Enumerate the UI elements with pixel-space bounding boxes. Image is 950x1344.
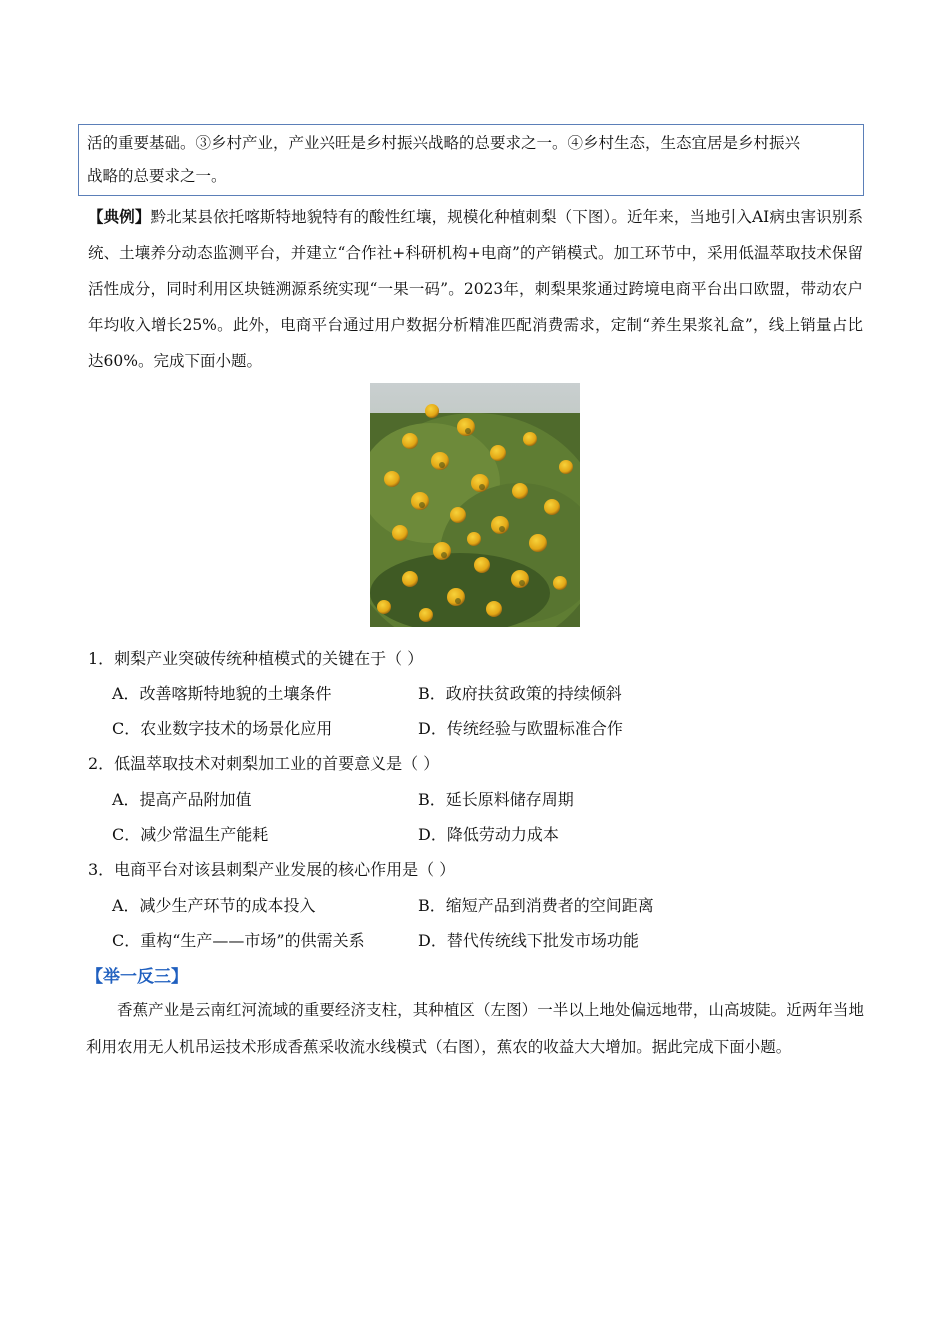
intro-line-1: 活的重要基础。③乡村产业，产业兴旺是乡村振兴战略的总要求之一。④乡村生态，生态宜居是乡村振兴 [87, 134, 801, 152]
question-1-stem: 1．刺梨产业突破传统种植模式的关键在于（ ） [88, 649, 424, 668]
question-3-stem: 3．电商平台对该县刺梨产业发展的核心作用是（ ） [88, 860, 456, 879]
example-tag: 【典例】 [88, 207, 151, 226]
example-paragraph [88, 199, 863, 379]
intro-line-2: 战略的总要求之一。 [87, 167, 227, 185]
question-1-option-d: D．传统经验与欧盟标准合作 [418, 719, 623, 738]
section-heading: 【举一反三】 [86, 967, 188, 987]
question-3-option-a: A．减少生产环节的成本投入 [112, 896, 316, 915]
question-2-stem: 2．低温萃取技术对刺梨加工业的首要意义是（ ） [88, 754, 440, 773]
example-text: 黔北某县依托喀斯特地貌特有的酸性红壤，规模化种植刺梨（下图）。近年来，当地引入AI病虫害识别系统、土壤养分动态监测平台，并建立“合作社+科研机构+电商”的产销模式。加工环节中，采用低温萃取技术保留活性成分，同时利用区块链溯源系统实现“一果一码”。2023年，刺梨果浆通过跨境电商平台出口欧盟，带动农户年均收入增长25%。此外，电商平台通过用户数据分析精准匹配消费需求，定制“养生果浆礼盒”，线上销量占比达60%。完成下面小题。 [88, 208, 863, 370]
question-3-option-c: C．重构“生产——市场”的供需关系 [112, 931, 365, 950]
question-2-option-a: A．提高产品附加值 [112, 790, 252, 809]
question-3-option-d: D．替代传统线下批发市场功能 [418, 931, 639, 950]
question-2-option-d: D．降低劳动力成本 [418, 825, 559, 844]
question-1-option-a: A．改善喀斯特地貌的土壤条件 [112, 684, 332, 703]
section-paragraph: 香蕉产业是云南红河流域的重要经济支柱，其种植区（左图）一半以上地处偏远地带，山高坡陡。近两年当地利用农用无人机吊运技术形成香蕉采收流水线模式（右图），蕉农的收益大大增加。据此完成下面小题。 [86, 1001, 864, 1056]
question-2-option-b: B．延长原料储存周期 [418, 790, 574, 809]
question-1-option-c: C．农业数字技术的场景化应用 [112, 719, 333, 738]
intro-box [78, 124, 864, 196]
rosa-roxburghii-photo [370, 383, 580, 627]
question-3-option-b: B．缩短产品到消费者的空间距离 [418, 896, 654, 915]
question-2-option-c: C．减少常温生产能耗 [112, 825, 269, 844]
question-1-option-b: B．政府扶贫政策的持续倾斜 [418, 684, 622, 703]
